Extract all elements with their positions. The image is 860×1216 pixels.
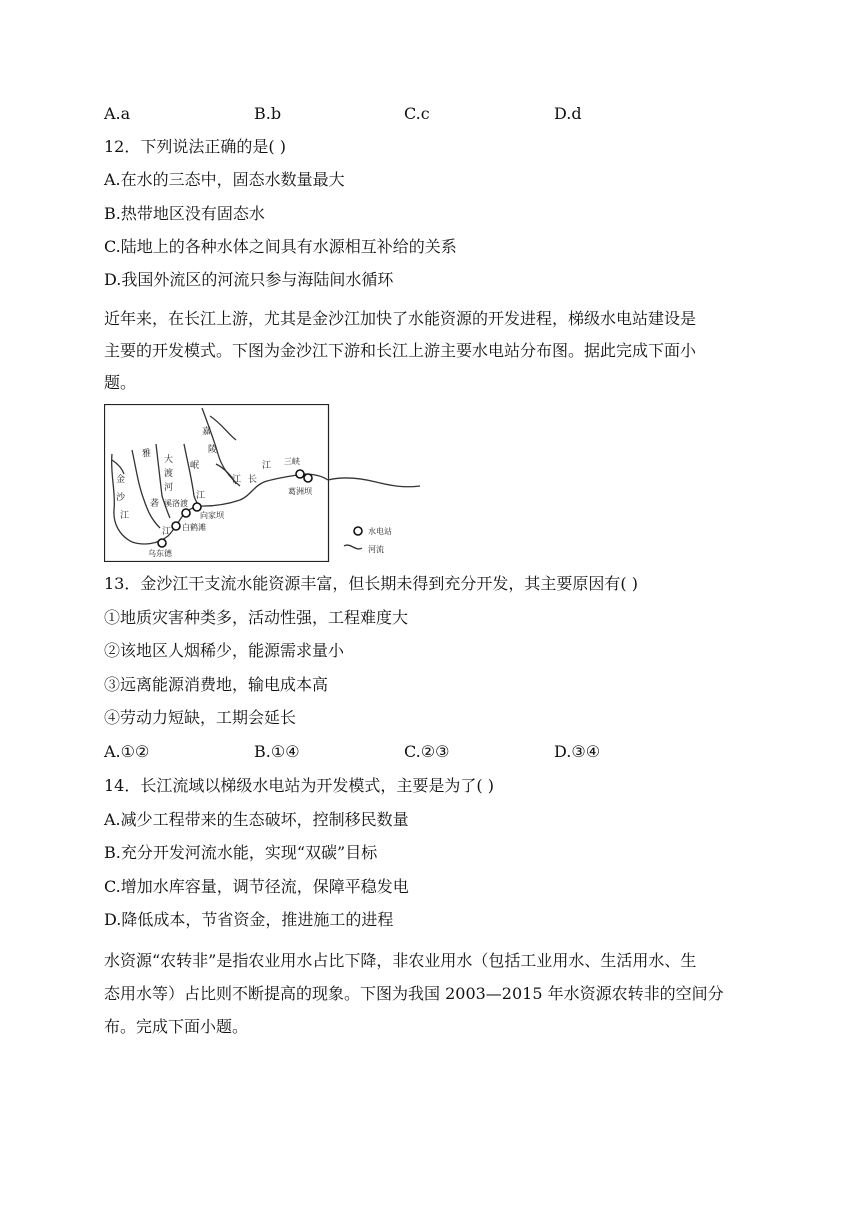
station-wudongde-marker [158, 539, 166, 547]
q14-option-b: B.充分开发河流水能，实现“双碳”目标 [104, 843, 378, 862]
label-jiang-2: 江 [162, 527, 172, 537]
q13-item-2: ②该地区人烟稀少，能源需求量小 [104, 641, 345, 660]
label-jialing-1: 嘉 [202, 427, 212, 437]
legend-station-label: 水电站 [368, 527, 392, 536]
passage-2 [104, 944, 756, 1043]
q11-option-d: D.d [554, 104, 582, 123]
legend-river-label: 河流 [368, 545, 384, 554]
q14-option-a: A.减少工程带来的生态破坏，控制移民数量 [104, 810, 409, 829]
q13-item-4: ④劳动力短缺，工期会延长 [104, 708, 297, 727]
label-jinsha-1: 金 [116, 475, 126, 485]
map-svg [104, 404, 424, 562]
label-jialing-2: 陵 [208, 445, 218, 455]
passage-2-line: 态用水等）占比则不断提高的现象。下图为我国 2003—2015 年水资源农转非的空间分 [104, 984, 724, 1003]
label-gezhouba: 葛洲坝 [288, 487, 312, 496]
label-jinsha-2: 沙 [116, 493, 126, 503]
label-sanxia: 三峡 [284, 457, 300, 466]
station-sanxia-marker [296, 470, 304, 478]
q13-option-d: D.③④ [554, 742, 601, 761]
q13-option-b: B.①④ [254, 742, 300, 761]
station-xiangjiaba-marker [193, 503, 201, 511]
label-dadu-3: 河 [164, 483, 174, 493]
label-xiangjiaba: 向家坝 [200, 511, 224, 520]
station-xiluodu-marker [182, 509, 190, 517]
passage-2-line: 布。完成下面小题。 [104, 1017, 249, 1036]
q13-item-1: ①地质灾害种类多，活动性强，工程难度大 [104, 608, 409, 627]
hydropower-map [104, 404, 424, 562]
q12-option-a: A.在水的三态中，固态水数量最大 [104, 170, 345, 189]
label-yalong-2: 砻 [150, 499, 160, 509]
passage-1-line: 主要的开发模式。下图为金沙江下游和长江上游主要水电站分布图。据此完成下面小 [104, 341, 697, 360]
q12-option-c: C.陆地上的各种水体之间具有水源相互补给的关系 [104, 237, 457, 256]
legend-station-icon [354, 527, 362, 535]
label-baihetan: 白鹤滩 [182, 523, 206, 532]
passage-2-line: 水资源“农转非”是指农业用水占比下降，非农业用水（包括工业用水、生活用水、生 [104, 951, 697, 970]
label-min-1: 岷 [190, 461, 200, 471]
q11-option-c: C.c [404, 104, 430, 123]
station-baihetan-marker [172, 522, 180, 530]
map-frame [105, 405, 329, 562]
q14-option-c: C.增加水库容量，调节径流，保障平稳发电 [104, 877, 409, 896]
label-xiluodu: 溪洛渡 [164, 499, 188, 508]
label-wudongde: 乌东德 [148, 549, 172, 558]
q13-option-a: A.①② [104, 742, 150, 761]
label-jiang-1: 江 [262, 461, 272, 471]
q14-stem: 14．长江流域以梯级水电站为开发模式，主要是为了( ) [104, 776, 494, 795]
q14-option-d: D.降低成本，节省资金，推进施工的进程 [104, 910, 394, 929]
q12-stem: 12．下列说法正确的是( ) [104, 137, 286, 156]
label-jinsha-3: 江 [120, 511, 130, 521]
label-dadu-2: 渡 [164, 469, 174, 479]
legend-river-icon [344, 545, 362, 549]
passage-1-line: 近年来，在长江上游，尤其是金沙江加快了水能资源的开发进程，梯级水电站建设是 [104, 309, 697, 328]
label-yalong-1: 雅 [142, 449, 152, 459]
passage-1-line: 题。 [104, 373, 137, 392]
label-jiang-mid: 江 [232, 475, 242, 485]
passage-1 [104, 303, 756, 399]
q11-option-a: A.a [104, 104, 131, 123]
label-chang: 长 [248, 475, 258, 485]
q13-stem: 13．金沙江干支流水能资源丰富，但长期未得到充分开发，其主要原因有( ) [104, 574, 638, 593]
q12-option-b: B.热带地区没有固态水 [104, 204, 265, 223]
q13-option-c: C.②③ [404, 742, 450, 761]
q11-option-b: B.b [254, 104, 282, 123]
q13-item-3: ③远离能源消费地，输电成本高 [104, 675, 329, 694]
q12-option-d: D.我国外流区的河流只参与海陆间水循环 [104, 270, 394, 289]
station-gezhouba-marker [304, 474, 312, 482]
river-line-east [328, 478, 420, 487]
label-dadu-1: 大 [164, 455, 174, 465]
label-min-2: 江 [196, 491, 206, 501]
